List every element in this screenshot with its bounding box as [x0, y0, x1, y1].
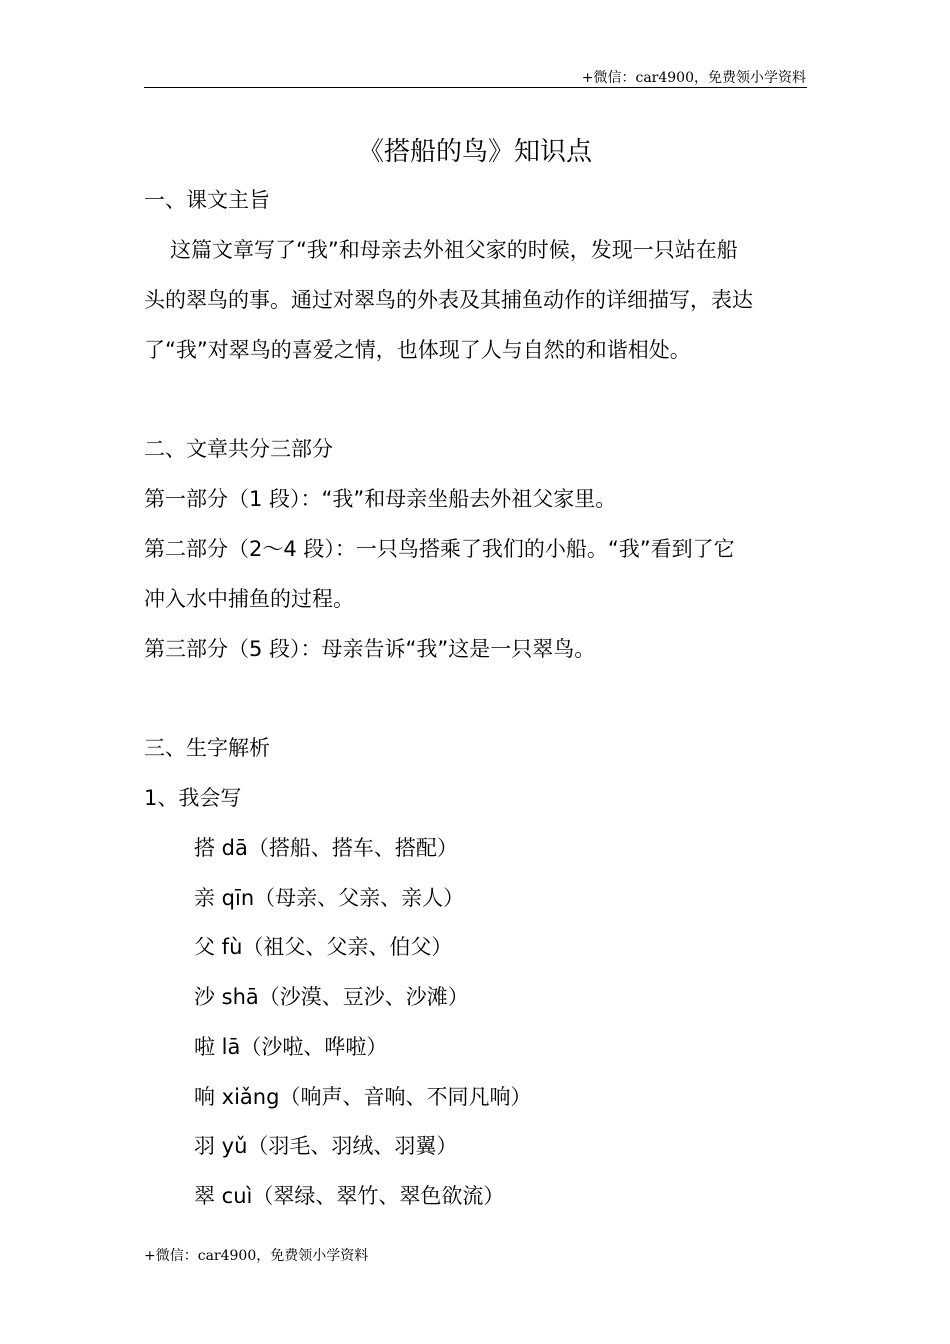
paragraph-line: 头的翠鸟的事。通过对翠鸟的外表及其捕鱼动作的详细描写，表达	[144, 288, 753, 312]
header-rule	[144, 87, 807, 88]
character-item: 搭 dā（搭船、搭车、搭配）	[194, 836, 458, 860]
character-item: 亲 qīn（母亲、父亲、亲人）	[194, 886, 465, 910]
section-heading-parts: 二、文章共分三部分	[144, 437, 333, 461]
paragraph-line: 这篇文章写了“我”和母亲去外祖父家的时候，发现一只站在船	[170, 238, 738, 262]
header-text: +微信：car4900，免费领小学资料	[581, 70, 806, 86]
character-item: 响 xiǎng（响声、音响、不同凡响）	[194, 1085, 532, 1109]
subsection-heading: 1、我会写	[144, 786, 242, 810]
footer-text: +微信：car4900，免费领小学资料	[144, 1248, 369, 1264]
section-heading-theme: 一、课文主旨	[144, 188, 270, 212]
section-heading-characters: 三、生字解析	[144, 736, 270, 760]
character-item: 啦 lā（沙啦、哗啦）	[194, 1035, 388, 1059]
character-item: 翠 cuì（翠绿、翠竹、翠色欲流）	[194, 1184, 505, 1208]
character-item: 父 fù（祖父、父亲、伯父）	[194, 935, 453, 959]
paragraph-line: 了“我”对翠鸟的喜爱之情，也体现了人与自然的和谐相处。	[144, 338, 691, 362]
part-line: 第二部分（2～4 段）：一只鸟搭乘了我们的小船。“我”看到了它	[144, 537, 735, 561]
character-item: 羽 yǔ（羽毛、羽绒、羽翼）	[194, 1134, 458, 1158]
character-item: 沙 shā（沙漠、豆沙、沙滩）	[194, 985, 469, 1009]
page-title: 《搭船的鸟》知识点	[357, 137, 592, 167]
part-line: 第一部分（1 段）：“我”和母亲坐船去外祖父家里。	[144, 487, 617, 511]
part-line: 冲入水中捕鱼的过程。	[144, 587, 354, 611]
part-line: 第三部分（5 段）：母亲告诉“我”这是一只翠鸟。	[144, 637, 596, 661]
